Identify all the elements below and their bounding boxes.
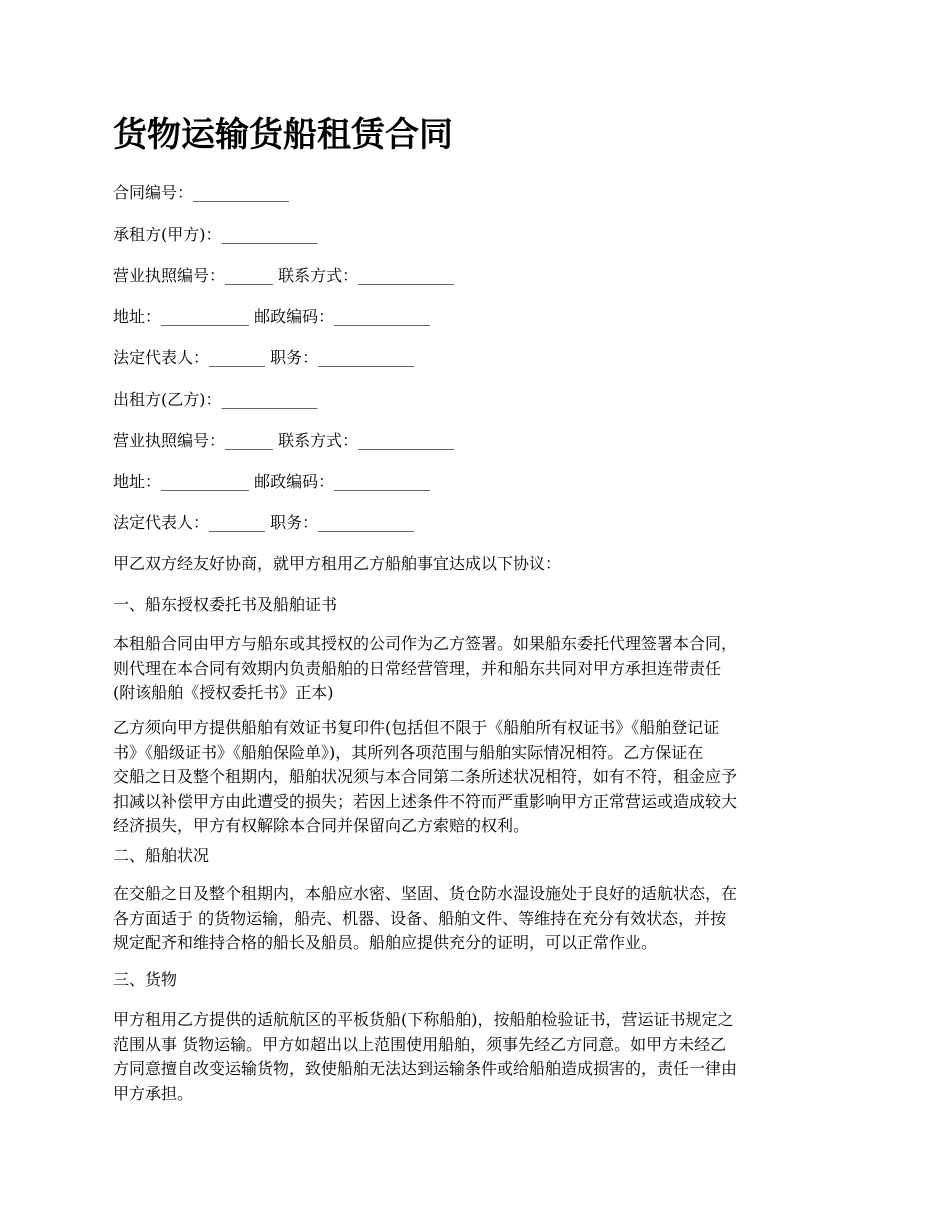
section-1-paragraph-2 <box>113 716 838 839</box>
field-lessor-rep-position: 法定代表人：_______ 职务：____________ <box>113 513 415 532</box>
field-contract-no: 合同编号：____________ <box>113 183 290 202</box>
text-line: 乙方须向甲方提供船舶有效证书复印件(包括但不限于《船舶所有权证书》《船舶登记证 <box>113 718 720 737</box>
text-line: 经济损失，甲方有权解除本合同并保留向乙方索赔的权利。 <box>113 816 530 835</box>
text-line: (附该船舶《授权委托书》正本) <box>113 683 334 702</box>
section-3-paragraph-1 <box>113 1008 838 1106</box>
text-line: 书》《船级证书》《船舶保险单》)，其所列各项范围与船舶实际情况相符。乙方保证在 <box>113 742 704 762</box>
document-title: 货物运输货船租赁合同 <box>113 115 453 155</box>
text-line: 在交船之日及整个租期内，本船应水密、坚固、货仓防水湿设施处于良好的适航状态，在 <box>113 884 738 903</box>
field-lessee-rep-position: 法定代表人：_______ 职务：____________ <box>113 348 415 367</box>
field-lessor: 出租方(乙方)：____________ <box>113 390 318 409</box>
field-lessor-address-postcode: 地址：___________ 邮政编码：____________ <box>113 472 431 491</box>
text-line: 甲方租用乙方提供的适航航区的平板货船(下称船舶)，按船舶检验证书，营运证书规定之 <box>113 1010 734 1029</box>
section-2-heading: 二、船舶状况 <box>113 846 210 865</box>
text-line: 范围从事 货物运输。甲方如超出以上范围使用船舶，须事先经乙方同意。如甲方未经乙 <box>113 1034 727 1054</box>
text-line: 扣减以补偿甲方由此遭受的损失；若因上述条件不符而严重影响甲方正常营运或造成较大 <box>113 791 738 811</box>
section-3-heading: 三、货物 <box>113 970 178 989</box>
field-lessor-license-contact: 营业执照编号：______ 联系方式：____________ <box>113 431 455 450</box>
text-line: 则代理在本合同有效期内负责船舶的日常经营管理，并和船东共同对甲方承担连带责任 <box>113 658 722 678</box>
field-lessee-address-postcode: 地址：___________ 邮政编码：____________ <box>113 307 431 326</box>
intro-paragraph: 甲乙双方经友好协商，就甲方租用乙方船舶事宜达成以下协议： <box>113 554 562 573</box>
text-line: 甲方承担。 <box>113 1083 194 1103</box>
field-lessee-license-contact: 营业执照编号：______ 联系方式：____________ <box>113 266 455 285</box>
section-1-heading: 一、船东授权委托书及船舶证书 <box>113 595 338 614</box>
text-line: 交船之日及整个租期内，船舶状况须与本合同第二条所述状况相符，如有不符，租金应予 <box>113 767 738 786</box>
section-2-paragraph-1 <box>113 882 838 956</box>
text-line: 方同意擅自改变运输货物，致使船舶无法达到运输条件或给船舶造成损害的，责任一律由 <box>113 1059 738 1078</box>
text-line: 本租船合同由甲方与船东或其授权的公司作为乙方签署。如果船东委托代理签署本合同， <box>113 634 738 653</box>
field-lessee: 承租方(甲方)：____________ <box>113 225 318 244</box>
text-line: 各方面适于 的货物运输，船壳、机器、设备、船舶文件、等维持在充分有效状态，并按 <box>113 908 727 928</box>
text-line: 规定配齐和维持合格的船长及船员。船舶应提供充分的证明，可以正常作业。 <box>113 933 658 952</box>
section-1-paragraph-1 <box>113 632 838 706</box>
